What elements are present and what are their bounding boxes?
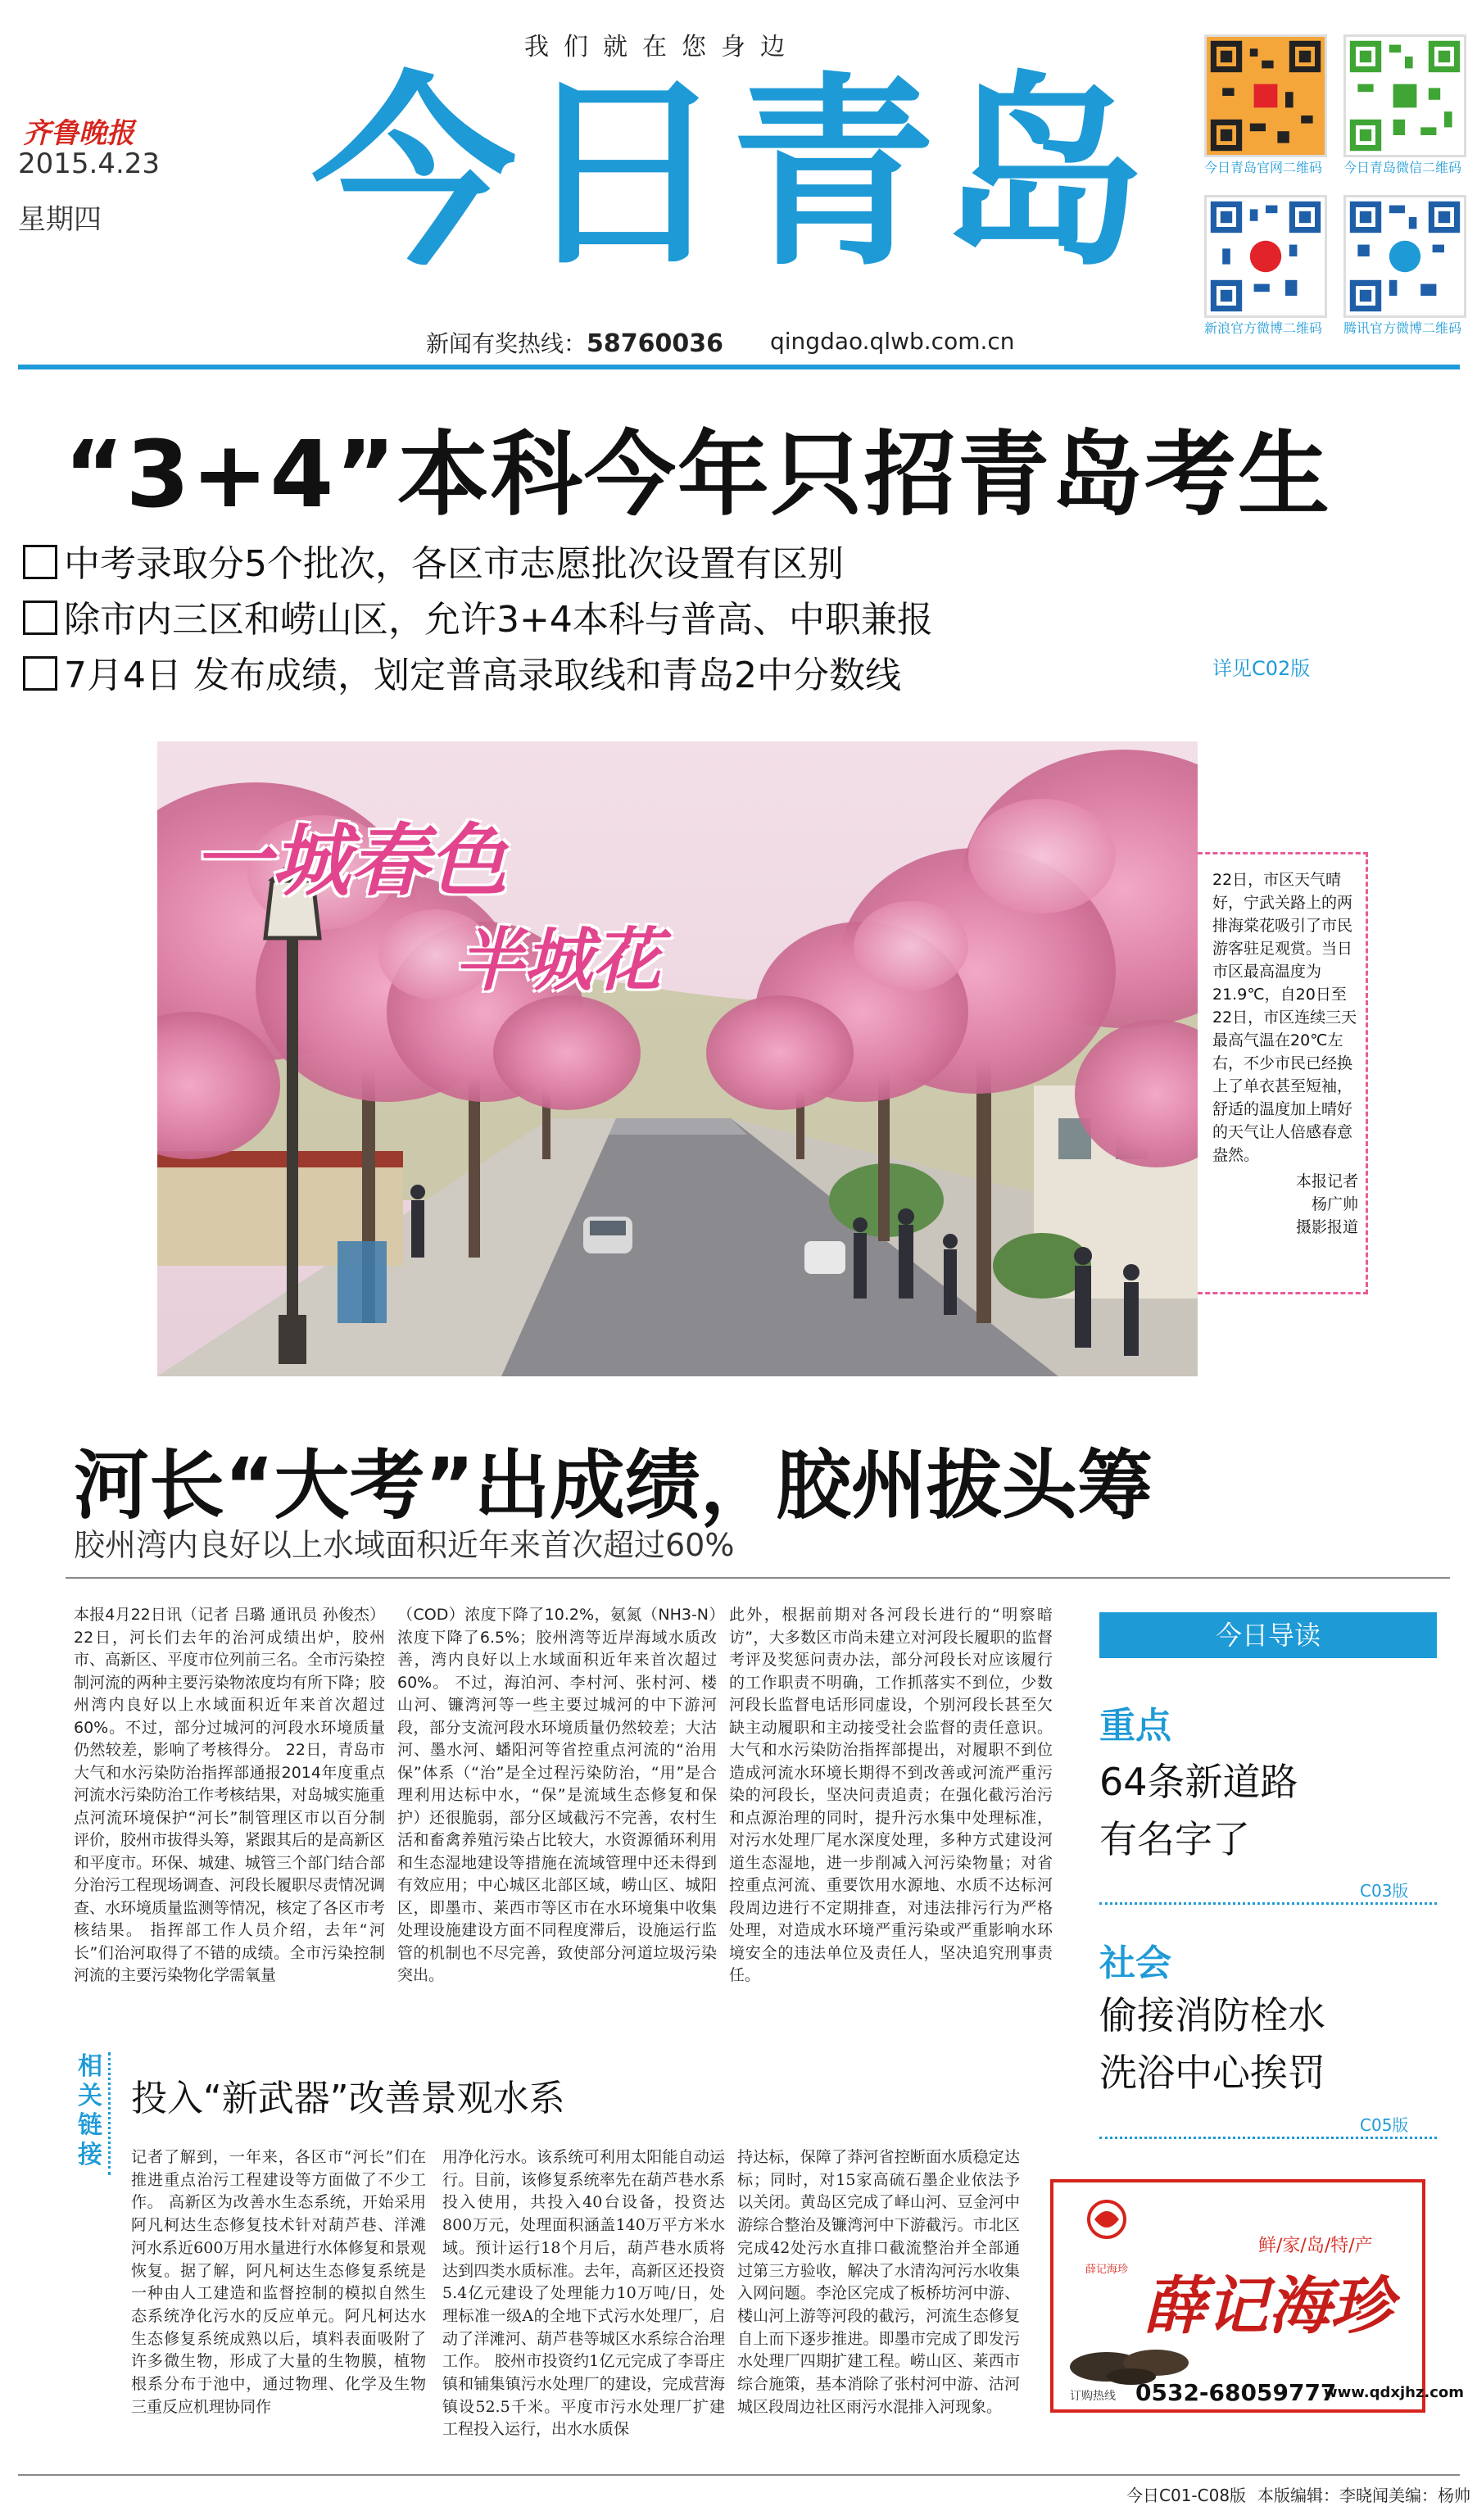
caption-byline: 杨广帅	[1311, 1195, 1358, 1213]
checkbox-bullet-icon	[23, 656, 57, 691]
guide-category: 重点	[1099, 1705, 1171, 1747]
lead-headline[interactable]: “3+4”本科今年只招青岛考生	[64, 422, 1331, 528]
story-headline[interactable]: 河长“大考”出成绩，胶州拔头筹	[74, 1442, 1153, 1530]
guide-category: 社会	[1099, 1942, 1171, 1984]
subhead-text: 7月4日 发布成绩，划定普高录取线和青岛2中分数线	[64, 655, 901, 696]
paper-logo: 齐鲁晚报	[23, 117, 134, 150]
footer-editor: 本版编辑：李晓闻	[1257, 2486, 1389, 2505]
photo-title-line1: 一城春色	[193, 814, 507, 907]
ad-website[interactable]: www.qdxjhz.com	[1324, 2384, 1465, 2401]
checkbox-bullet-icon	[23, 601, 57, 635]
guide-item-title[interactable]: 洗浴中心挨罚	[1099, 2051, 1325, 2095]
guide-divider	[1099, 2137, 1437, 2139]
qr-tencent-weibo[interactable]	[1343, 195, 1466, 337]
caption-text: 22日，市区天气晴好，宁武关路上的两排海棠花吸引了市民游客驻足观赏。当日市区最高温度为21.9℃，自20日至22日，市区连续三天最高气温在20℃左右，不少市民已经换上了单衣甚至短袖，舒适的温度加上晴好的天气让人倍感春意盎然。	[1212, 871, 1357, 1164]
news-hotline	[426, 326, 723, 359]
advertisement[interactable]	[1050, 2179, 1465, 2413]
photo-caption	[1212, 868, 1358, 1239]
qr-caption: 新浪官方微博二维码	[1204, 320, 1323, 336]
ad-brand-name: 薛记海珍	[1144, 2269, 1393, 2342]
qr-sina-weibo[interactable]	[1204, 195, 1327, 337]
checkbox-bullet-icon	[23, 545, 57, 579]
lead-subhead	[23, 646, 901, 698]
lead-subhead	[23, 534, 844, 587]
issue-date: 2015.4.23	[18, 147, 161, 180]
qr-wechat[interactable]	[1343, 34, 1466, 176]
ad-hotline-label: 订购热线	[1070, 2390, 1116, 2403]
ad-phone[interactable]: 0532-68059777	[1135, 2379, 1337, 2406]
hotline-label: 新闻有奖热线：	[426, 330, 587, 357]
footer-pages: 今日C01-C08版	[1126, 2486, 1247, 2505]
qr-caption: 腾讯官方微博二维码	[1343, 320, 1462, 336]
masthead-slogan: 我们就在您身边	[524, 33, 800, 61]
qr-code-icon	[1343, 195, 1466, 318]
related-headline[interactable]: 投入“新武器”改善景观水系	[131, 2078, 565, 2119]
related-column-1: 记者了解到，一年来，各区市“河长”们在推进重点治污工程建设等方面做了不少工作。 高新区为改善水生态系统，开始采用阿凡柯达生态修复技术针对葫芦巷、洋滩河水系近600万用水量进行水体修复和景观恢复。据了解，阿凡柯达生态修复系统是一种由人工建造和监督控制的模拟自然生态系统净化污水的反应单元。阿凡柯达水生态修复系统成熟以后，填料表面吸附了许多微生物，形成了大量的生物膜，植物根系分布于池中，通过物理、化学及生物三重反应机理协同作	[131, 2148, 426, 2416]
subhead-text: 除市内三区和崂山区，允许3+4本科与普高、中职兼报	[64, 599, 933, 641]
story-subhead: 胶州湾内良好以上水域面积近年来首次超过60%	[74, 1527, 735, 1563]
guide-item-title[interactable]: 偷接消防栓水	[1099, 1993, 1325, 2037]
today-guide-header: 今日导读	[1099, 1612, 1437, 1658]
qr-caption: 今日青岛官网二维码	[1204, 160, 1323, 175]
footer-designer: 美编：杨帅	[1389, 2486, 1470, 2505]
story-column-2: （COD）浓度下降了10.2%，氨氮（NH3-N）浓度下降了6.5%；胶州湾等近岸海域水质改善，湾内良好以上水域面积近年来首次超过60%。 不过，海泊河、李村河、张村河、楼山河、镰湾河等一些主要过城河的中下游河段，部分支流河段水环境质量仍然较差；大沽河、墨水河、蟠阳河等省控重点河流的“治用保”体系（“治”是全过程污染防治，“用”是合理利用达标中水，“保”是流域生态修复和保护）还很脆弱，部分区域截污不完善，农村生活和畜禽养殖污染占比较大，水资源循环利用和生态湿地建设等措施在流域管理中还未得到有效应用；中心城区北部区域，崂山区、城阳区，即墨市、莱西市等区市在水环境集中收集处理设施建设方面不同程度滞后，设施运行监管的机制也不尽完善，致使部分河道垃圾污染突出。	[397, 1606, 717, 1984]
qr-code-icon	[1343, 34, 1466, 157]
qr-official-site[interactable]	[1204, 34, 1327, 176]
see-page-link[interactable]: 详见C02版	[1212, 657, 1311, 680]
related-column-3: 持达标，保障了莽河省控断面水质稳定达标；同时，对15家高硫石墨企业依法予以关闭。黄岛区完成了峄山河、豆金河中游综合整治及镰湾河中下游截污。市北区完成42处污水直排口截流整治并全部通过第三方验收，解决了水清沟河污水收集入网问题。李沧区完成了板桥坊河中游、楼山河上游等河段的截污，河流生态修复自上而下逐步推进。即墨市完成了即发污水处理厂四期扩建工程。崂山区、莱西市综合施策，基本消除了张村河中游、沽河城区段周边社区雨污水混排入河现象。	[737, 2148, 1020, 2416]
qr-code-icon	[1204, 34, 1327, 157]
lead-subhead	[23, 590, 933, 642]
related-link-tag: 相关链接	[72, 2052, 111, 2175]
hotline-number: 58760036	[587, 329, 724, 358]
website-url: qingdao.qlwb.com.cn	[770, 328, 1015, 355]
issue-weekday: 星期四	[18, 203, 102, 236]
caption-byline: 摄影报道	[1295, 1218, 1358, 1236]
guide-item-title[interactable]: 64条新道路	[1099, 1760, 1298, 1804]
story-column-1: 本报4月22日讯（记者 吕璐 通讯员 孙俊杰） 22日，河长们去年的治河成绩出炉，胶州市、高新区、平度市位列前三名。全市污染控制河流的两种主要污染物浓度均有所下降；胶州湾内良好以上水域面积近年来首次超过60%。不过，部分过城河的河段水环境质量仍然较差，影响了考核得分。 22日，青岛市大气和水污染防治指挥部通报2014年度重点河流水污染防治工作考核结果，对岛城实施重点河流环境保护“河长”制管理区市以百分制评价，胶州市拔得头筹，紧跟其后的是高新区和平度市。环保、城建、城管三个部门结合部分治污工程现场调查、河段长履职尽责情况调查、水环境质量监测等情况，核定了各区市考核结果。 指挥部工作人员介绍，去年“河长”们治河取得了不错的成绩。全市污染控制河流的主要污染物化学需氧量	[74, 1606, 386, 1984]
related-column-2: 用净化污水。该系统可利用太阳能自动运行。目前，该修复系统率先在葫芦巷水系投入使用，共投入40台设备，投资达800万元，处理面积涵盖140万平方米水域。预计运行18个月后，葫芦巷水质将达到四类水质标准。去年，高新区还投资5.4亿元建设了处理能力10万吨/日，处理标准一级A的全地下式污水处理厂，启动了洋滩河、葫芦巷等城区水系综合治理工作。 胶州市投资约1亿元完成了李哥庄镇和铺集镇污水处理厂的建设，完成营海镇设52.5千米。平度市污水处理厂扩建工程投入运行，出水水质保	[442, 2148, 725, 2439]
section-divider	[66, 1577, 1450, 1579]
section-title: 今日青岛	[311, 55, 1150, 293]
footer-rule	[18, 2474, 1460, 2476]
masthead-divider	[18, 365, 1460, 369]
seafood-logo-icon	[1070, 2195, 1144, 2260]
guide-item-title[interactable]: 有名字了	[1099, 1817, 1250, 1861]
guide-page-ref[interactable]: C05版	[1360, 2115, 1409, 2135]
ad-brand-small: 薛记海珍	[1085, 2264, 1128, 2276]
caption-byline: 本报记者	[1295, 1172, 1358, 1190]
photo-title-line2: 半城花	[455, 919, 662, 1000]
ad-tagline: 鲜/家/岛/特/产	[1258, 2236, 1373, 2256]
qr-caption: 今日青岛微信二维码	[1343, 160, 1462, 175]
guide-divider	[1099, 1902, 1437, 1905]
subhead-text: 中考录取分5个批次，各区市志愿批次设置有区别	[64, 543, 844, 585]
guide-page-ref[interactable]: C03版	[1360, 1881, 1409, 1901]
story-column-3: 此外，根据前期对各河段长进行的“明察暗访”，大多数区市尚未建立对河段长履职的监督考评及奖惩问责办法，部分河段长对应该履行的工作职责不明确，工作抓落实不到位，少数河段长监督电话形同虚设，个别河段长甚至欠缺主动履职和主动接受社会监督的责任意识。大气和水污染防治指挥部提出，对履职不到位造成河流水环境长期得不到改善或河流严重污染的河段长，坚决问责追责；在强化截污治污和点源治理的同时，提升污水集中处理标准，对污水处理厂尾水深度处理，多种方式建设河道生态湿地，进一步削减入河污染物量；对省控重点河流、重要饮用水源地、水质不达标河段周边进行不定期排查，对违法排污行为严格处理，对造成水环境严重污染或严重影响水环境安全的违法单位及责任人，坚决追究刑事责任。	[729, 1606, 1053, 1984]
qr-code-icon	[1204, 195, 1327, 318]
